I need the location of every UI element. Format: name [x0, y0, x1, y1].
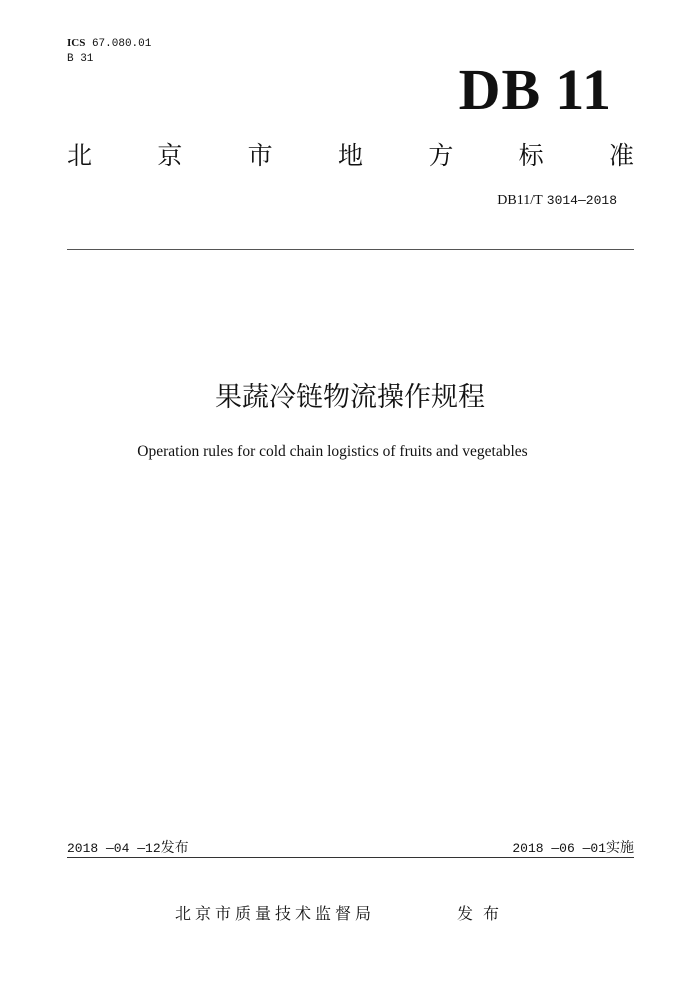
- issuing-authority: 北京市质量技术监督局: [175, 904, 376, 923]
- standard-type-char: 方: [428, 141, 454, 170]
- footer-divider: [67, 857, 634, 858]
- standard-number-prefix: DB11/T: [497, 193, 543, 208]
- standard-type-char: 京: [157, 141, 183, 170]
- standard-type-heading: [67, 140, 634, 172]
- implement-date: 2018 —06 —01: [512, 841, 606, 856]
- logo-prefix: DB: [458, 57, 542, 122]
- ics-label: ICS: [67, 37, 86, 49]
- implement-date-line: [512, 839, 634, 858]
- issuing-action: 发布: [457, 904, 510, 923]
- standard-type-char: 准: [608, 141, 634, 170]
- standard-type-char: 市: [247, 141, 273, 170]
- ics-line: [67, 36, 151, 52]
- issue-word: 发布: [160, 840, 189, 856]
- standard-type-char: 北: [67, 141, 93, 170]
- standard-number: [497, 193, 617, 209]
- ccs-code: B 31: [67, 53, 94, 65]
- issue-date: 2018 —04 —12: [67, 841, 161, 856]
- document-title-english: Operation rules for cold chain logistics of fruits and vegetables: [137, 443, 528, 460]
- document-title-chinese: 果蔬冷链物流操作规程: [215, 382, 485, 413]
- standard-type-char: 地: [337, 141, 363, 170]
- issue-date-line: [67, 839, 189, 858]
- implement-word: 实施: [606, 840, 634, 856]
- standard-type-char: 标: [518, 141, 544, 170]
- classification-codes: [67, 36, 151, 67]
- standard-logo: [459, 58, 612, 122]
- logo-number: 11: [555, 57, 612, 122]
- ics-code: 67.080.01: [91, 38, 152, 50]
- standard-number-value: 3014—2018: [546, 193, 617, 208]
- header-divider: [67, 249, 634, 250]
